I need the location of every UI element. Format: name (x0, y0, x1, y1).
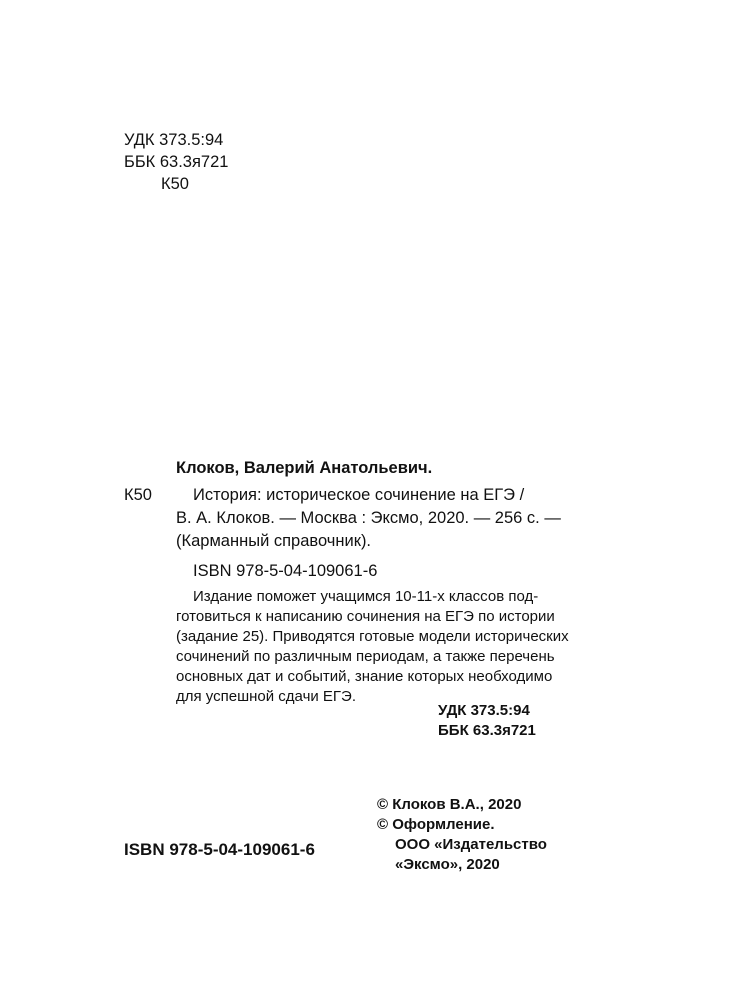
top-author-mark: К50 (161, 175, 189, 193)
top-udk: УДК 373.5:94 (124, 131, 224, 149)
annotation-line: (задание 25). Приводятся готовые модели исторических (176, 628, 569, 645)
catalog-author-heading: Клоков, Валерий Анатольевич. (176, 459, 433, 477)
footer-isbn: ISBN 978-5-04-109061-6 (124, 840, 315, 859)
copyright-line: © Клоков В.А., 2020 (377, 796, 522, 813)
copyright-line: ООО «Издательство (395, 836, 547, 853)
copyright-line: «Эксмо», 2020 (395, 856, 500, 873)
annotation-line: основных дат и событий, знание которых необходимо (176, 668, 553, 685)
catalog-udk: УДК 373.5:94 (438, 702, 530, 719)
description-line: В. А. Клоков. — Москва : Эксмо, 2020. — 256 с. — (176, 509, 561, 527)
description-line: (Карманный справочник). (176, 532, 372, 550)
description-line: История: историческое сочинение на ЕГЭ / (193, 486, 525, 504)
copyright-line: © Оформление. (377, 816, 495, 833)
annotation-line: сочинений по различным периодам, а также перечень (176, 648, 555, 665)
catalog-bbk: ББК 63.3я721 (438, 722, 536, 739)
annotation-line: Издание поможет учащимся 10-11-х классов под- (193, 588, 539, 605)
catalog-author-mark: К50 (124, 486, 152, 504)
top-bbk: ББК 63.3я721 (124, 153, 229, 171)
annotation-line: готовиться к написанию сочинения на ЕГЭ по истории (176, 608, 555, 625)
catalog-isbn: ISBN 978-5-04-109061-6 (193, 562, 378, 580)
annotation-line: для успешной сдачи ЕГЭ. (176, 688, 356, 705)
